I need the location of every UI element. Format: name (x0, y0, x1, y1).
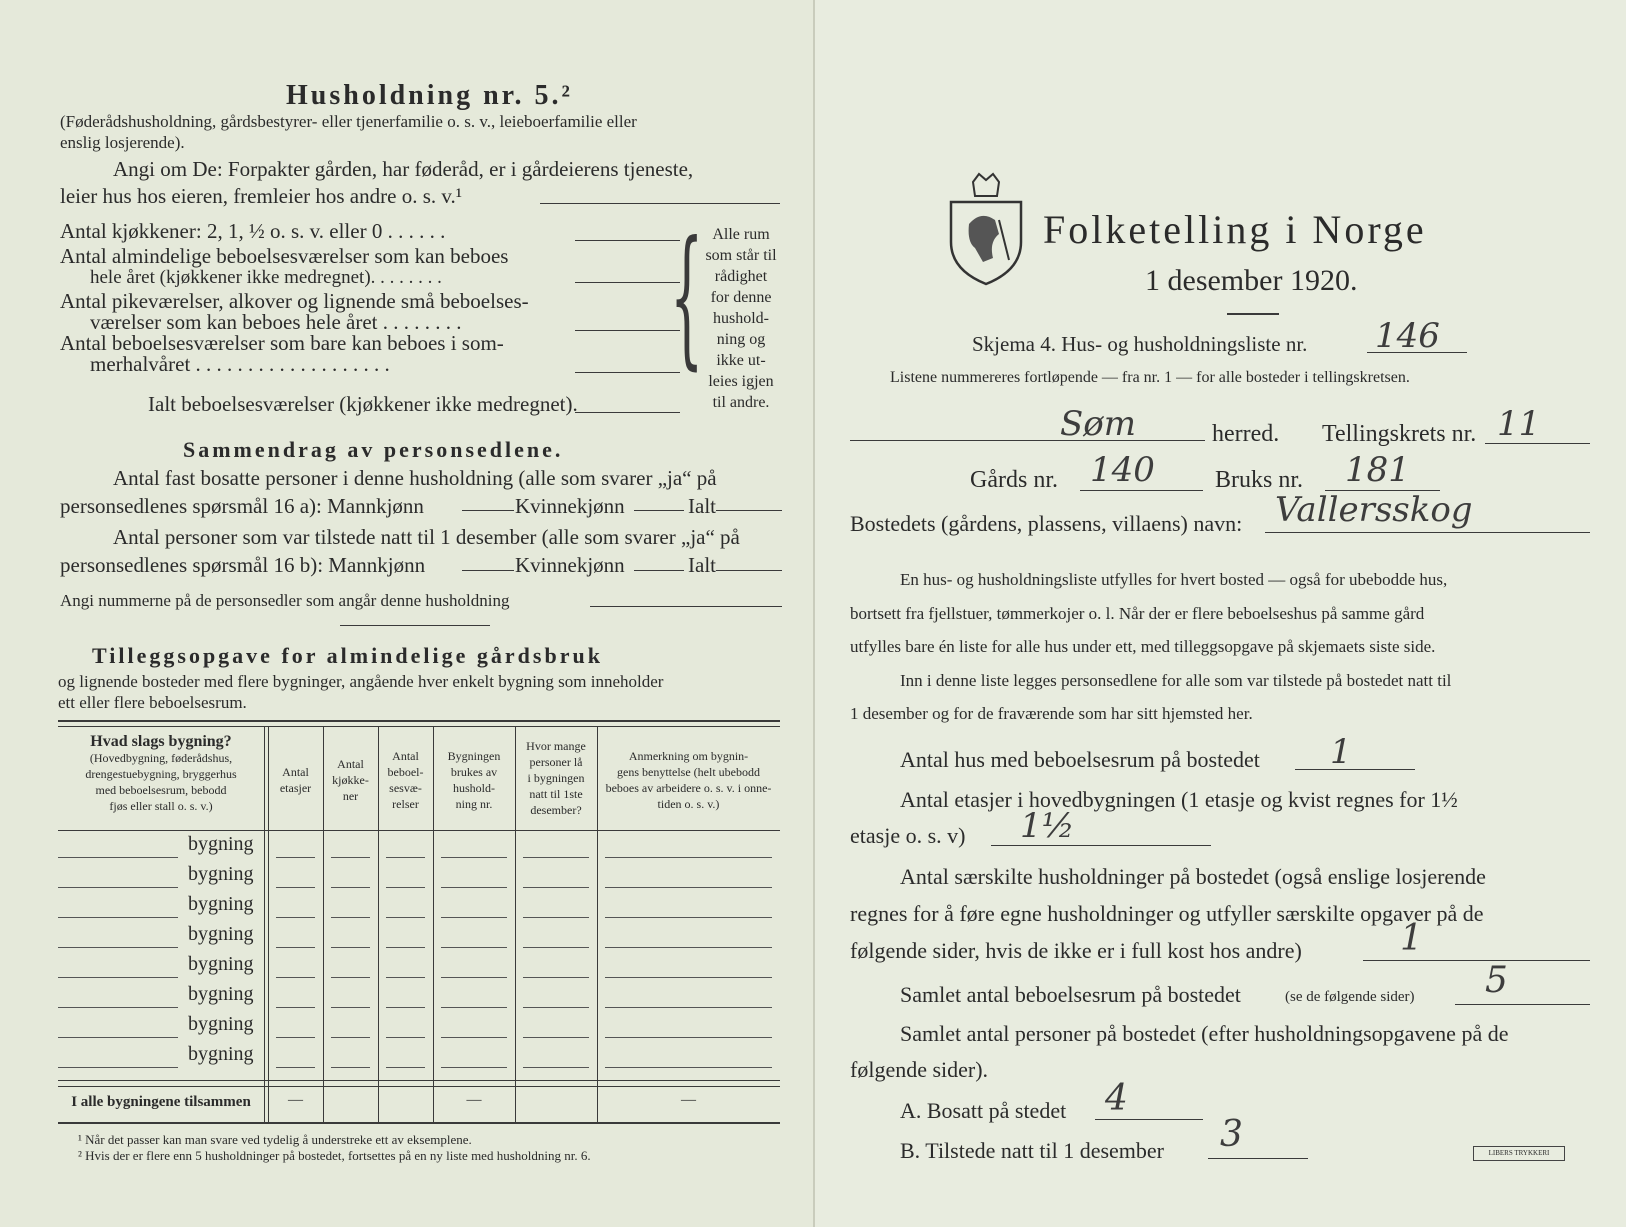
building-row-line (58, 857, 178, 858)
summary-female-2: Kvinnekjønn (515, 553, 625, 577)
summary-female: Kvinnekjønn (515, 494, 625, 518)
building-row-line (58, 977, 178, 978)
building-row-line (523, 947, 589, 948)
summary-line-2: personsedlenes spørsmål 16 a): Mannkjønn (60, 494, 424, 518)
building-row-line (386, 1007, 425, 1008)
household-intro-1: (Føderådshusholdning, gårdsbestyrer- eller tjenerfamilie o. s. v., leieboerfamilie eller (60, 112, 637, 131)
header-rooms: Antal beboel- sesvæ- relser (387, 749, 424, 811)
header-remarks: Anmerkning om bygnin- gens benyttelse (helt ubebodd beboes av arbeidere o. s. v. i onne- tiden o. s. v.) (605, 749, 772, 811)
building-row-line (58, 947, 178, 948)
header-household: Bygningen brukes av hushold- ning nr. (447, 749, 501, 811)
census-date: 1 desember 1920. (1145, 264, 1358, 297)
building-row-line (605, 977, 772, 978)
rooms-answer: 5 (1485, 960, 1508, 1001)
schema-label: Skjema 4. Hus- og husholdningsliste nr. (972, 332, 1308, 356)
building-row-line (441, 887, 507, 888)
rooms-total: Ialt beboelsesværelser (kjøkkener ikke medregnet). (148, 392, 578, 416)
summary-line-4: personsedlenes spørsmål 16 b): Mannkjønn (60, 553, 426, 577)
addendum-title: Tilleggsopgave for almindelige gårdsbruk (92, 643, 603, 668)
herred-value: Søm (1060, 404, 1137, 444)
header-kitchens: Antal kjøkke- ner (332, 757, 369, 803)
summary-numbers: Angi nummerne på de personsedler som angår denne husholdning (60, 591, 510, 610)
building-row-line (441, 917, 507, 918)
persons-question-1: Samlet antal personer på bostedet (efter husholdningsopgavene på de (900, 1021, 1509, 1046)
numbering-note: Listene nummereres fortløpende — fra nr. 1 — for alle bosteder i tellingskretsen. (890, 369, 1410, 386)
building-row-line (386, 1037, 425, 1038)
building-row-line (386, 1067, 425, 1068)
rooms-ordinary-2: hele året (kjøkkener ikke medregnet). . . . . . . . (90, 267, 442, 288)
question-line-2: leier hus hos eieren, fremleier hos andre o. s. v.¹ (60, 184, 463, 208)
gards-label: Gårds nr. (970, 467, 1058, 493)
building-row-line (523, 977, 589, 978)
households-question-1: Antal særskilte husholdninger på bostedet (også enslige losjerende (900, 864, 1486, 889)
footnote-2: ² Hvis der er flere enn 5 husholdninger på bostedet, fortsettes på en ny liste med husholdning nr. 6. (78, 1148, 591, 1163)
krets-value: 11 (1497, 404, 1541, 444)
schema-number: 146 (1375, 316, 1440, 356)
rooms-ordinary: Antal almindelige beboelsesværelser som kan beboes (60, 244, 509, 268)
rooms-maid: Antal pikeværelser, alkover og lignende små beboelses- (60, 289, 529, 313)
building-row-line (441, 1067, 507, 1068)
question-line-1: Angi om De: Forpakter gården, har føderåd, er i gårdeierens tjeneste, (113, 157, 694, 181)
building-row-line (441, 947, 507, 948)
rooms-summer-2: merhalvåret . . . . . . . . . . . . . . . . . . . (90, 352, 390, 376)
households-question-2: regnes for å føre egne husholdninger og utfyller særskilte opgaver på de (850, 901, 1484, 926)
building-row-line (276, 887, 315, 888)
building-row-line (605, 857, 772, 858)
instruction-2: bortsett fra fjellstuer, tømmerkojer o. l. Når der er flere beboelseshus på samme gård (850, 604, 1425, 623)
gards-value: 140 (1090, 450, 1155, 490)
building-row-line (523, 1067, 589, 1068)
building-row-line (441, 1037, 507, 1038)
right-page (815, 0, 1626, 1227)
summary-total-2: Ialt (688, 553, 716, 577)
building-row-line (605, 917, 772, 918)
building-row-line (58, 1037, 178, 1038)
building-row-line (605, 1037, 772, 1038)
building-row-line (331, 1037, 370, 1038)
building-row-label: bygning (188, 1013, 254, 1035)
building-row-line (276, 1007, 315, 1008)
bosted-value: Vallersskog (1275, 490, 1473, 530)
bruks-label: Bruks nr. (1215, 467, 1304, 493)
building-row-line (331, 857, 370, 858)
present-answer: 3 (1220, 1114, 1243, 1155)
printer-stamp: LIBERS TRYKKERI (1473, 1146, 1565, 1161)
instruction-4: Inn i denne liste legges personsedlene for alle som var tilstede på bostedet natt til (900, 671, 1452, 690)
census-title: Folketelling i Norge (1043, 207, 1427, 252)
bruks-value: 181 (1345, 450, 1410, 490)
building-row-line (386, 857, 425, 858)
summary-total: Ialt (688, 494, 716, 518)
building-row-line (58, 1007, 178, 1008)
building-row-line (523, 887, 589, 888)
header-building-type: Hvad slags bygning? (Hovedbygning, føderådshus, drengestuebygning, bryggerhus med beboelsesrum, bebodd fjøs eller stall o. s. v.) (85, 733, 237, 813)
instruction-5: 1 desember og for de fraværende som har sitt hjemsted her. (850, 704, 1253, 723)
building-row-line (605, 1067, 772, 1068)
building-row-line (605, 947, 772, 948)
total-remarks-dash: — (681, 1092, 696, 1108)
header-floors: Antal etasjer (279, 765, 312, 795)
building-row-line (58, 887, 178, 888)
building-row-line (58, 917, 178, 918)
building-row-line (331, 977, 370, 978)
building-row-line (605, 887, 772, 888)
footnote-1: ¹ Når det passer kan man svare ved tydelig å understreke ett av eksemplene. (78, 1132, 472, 1147)
rooms-summer: Antal beboelsesværelser som bare kan beboes i som- (60, 331, 504, 355)
resident-question: A. Bosatt på stedet (900, 1098, 1067, 1123)
building-row-label: bygning (188, 863, 254, 885)
building-row-line (276, 917, 315, 918)
building-row-label: bygning (188, 893, 254, 915)
total-label: I alle bygningene tilsammen (71, 1094, 251, 1110)
building-row-label: bygning (188, 923, 254, 945)
houses-question: Antal hus med beboelsesrum på bostedet (900, 747, 1260, 772)
building-row-line (605, 1007, 772, 1008)
instruction-1: En hus- og husholdningsliste utfylles for hvert bosted — også for ubebodde hus, (900, 570, 1448, 589)
rooms-question: Samlet antal beboelsesrum på bostedet (900, 982, 1241, 1007)
coat-of-arms-icon (945, 172, 1027, 286)
building-row-line (331, 947, 370, 948)
building-row-label: bygning (188, 953, 254, 975)
building-row-line (523, 917, 589, 918)
rooms-question-note: (se de følgende sider) (1285, 989, 1415, 1005)
household-intro-2: enslig losjerende). (60, 133, 185, 152)
building-row-line (276, 947, 315, 948)
herred-label: herred. (1212, 421, 1280, 447)
rooms-kitchens: Antal kjøkkener: 2, 1, ½ o. s. v. eller 0 . . . . . . (60, 219, 446, 243)
total-household-dash: — (466, 1092, 482, 1108)
building-row-label: bygning (188, 1043, 254, 1065)
summary-line-1: Antal fast bosatte personer i denne husholdning (alle som svarer „ja“ på (113, 466, 717, 490)
instruction-3: utfylles bare én liste for alle hus under ett, med tilleggsopgave på skjemaets siste side. (850, 637, 1436, 656)
bosted-label: Bostedets (gårdens, plassens, villaens) navn: (850, 511, 1243, 536)
building-row-line (331, 1007, 370, 1008)
addendum-text-2: ett eller flere beboelsesrum. (58, 693, 247, 712)
building-row-line (276, 1037, 315, 1038)
houses-answer: 1 (1330, 732, 1352, 772)
building-row-line (276, 1067, 315, 1068)
building-row-line (386, 947, 425, 948)
building-row-line (441, 857, 507, 858)
building-row-label: bygning (188, 983, 254, 1005)
building-row-line (441, 977, 507, 978)
floors-question-2: etasje o. s. v) (850, 823, 966, 848)
header-persons: Hvor mange personer lå i bygningen natt til 1ste desember? (526, 739, 586, 817)
households-answer: 1 (1400, 918, 1423, 959)
brace: { (670, 210, 704, 384)
building-row-line (386, 977, 425, 978)
households-question-3: følgende sider, hvis de ikke er i full kost hos andre) (850, 938, 1302, 963)
building-row-line (331, 887, 370, 888)
floors-answer: 1½ (1020, 806, 1075, 846)
krets-label: Tellingskrets nr. (1322, 421, 1477, 447)
side-note: Alle rum som står til rådighet for denne hushold- ning og ikke ut- leies igjen til andre. (705, 226, 777, 411)
building-row-line (276, 857, 315, 858)
total-floors-dash: — (288, 1092, 303, 1108)
building-row-line (276, 977, 315, 978)
floors-question-1: Antal etasjer i hovedbygningen (1 etasje og kvist regnes for 1½ (900, 787, 1458, 812)
building-row-line (523, 1037, 589, 1038)
addendum-text-1: og lignende bosteder med flere bygninger, angående hver enkelt bygning som inneholder (58, 672, 664, 691)
resident-answer: 4 (1105, 1078, 1128, 1119)
building-row-line (58, 1067, 178, 1068)
summary-line-3: Antal personer som var tilstede natt til 1 desember (alle som svarer „ja“ på (113, 525, 740, 549)
building-row-line (523, 1007, 589, 1008)
persons-question-2: følgende sider). (850, 1057, 989, 1082)
present-question: B. Tilstede natt til 1 desember (900, 1138, 1164, 1163)
building-row-line (386, 887, 425, 888)
rooms-maid-2: værelser som kan beboes hele året . . . . . . . . (90, 310, 462, 334)
building-row-line (386, 917, 425, 918)
building-row-label: bygning (188, 833, 254, 855)
building-row-line (523, 857, 589, 858)
building-row-line (331, 1067, 370, 1068)
household-title: Husholdning nr. 5.² (286, 80, 573, 111)
building-row-line (331, 917, 370, 918)
summary-title: Sammendrag av personsedlene. (183, 437, 564, 462)
building-row-line (441, 1007, 507, 1008)
